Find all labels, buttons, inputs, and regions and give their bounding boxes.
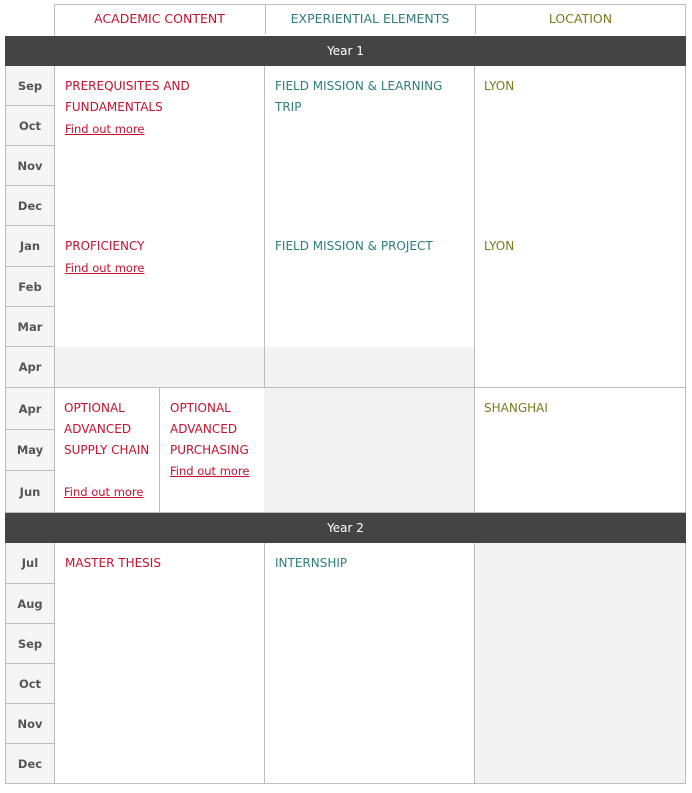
experiential-title: INTERNSHIP [275, 556, 348, 570]
empty-cell [474, 543, 686, 784]
option-title: OPTIONAL ADVANCED SUPPLY CHAIN [64, 401, 150, 457]
academic-cell [55, 66, 264, 347]
academic-title: PROFICIENCY [65, 239, 145, 253]
empty-cell [264, 388, 475, 513]
month-cell: Oct [5, 664, 55, 704]
academic-title: MASTER THESIS [65, 556, 161, 570]
empty-cell [55, 347, 264, 388]
month-cell: Oct [5, 106, 55, 146]
year-1-bar: Year 1 [5, 36, 686, 66]
find-out-more-link[interactable]: Find out more [65, 122, 145, 136]
month-cell: Jun [5, 471, 55, 513]
find-out-more-link[interactable]: Find out more [170, 464, 250, 478]
month-cell: Nov [5, 146, 55, 186]
month-cell: Aug [5, 584, 55, 624]
location-label: LYON [484, 79, 515, 93]
find-out-more-link[interactable]: Find out more [65, 261, 145, 275]
option-title: OPTIONAL ADVANCED PURCHASING [170, 401, 249, 457]
month-cell: Dec [5, 186, 55, 226]
experiential-cell [264, 66, 475, 388]
month-cell: Dec [5, 744, 55, 784]
month-cell: May [5, 430, 55, 471]
month-cell: Feb [5, 267, 55, 307]
month-cell: Nov [5, 704, 55, 744]
column-header-academic: ACADEMIC CONTENT [94, 11, 225, 26]
empty-cell [265, 347, 474, 388]
column-header-location: LOCATION [475, 4, 685, 34]
location-cell [474, 66, 686, 388]
find-out-more-link[interactable]: Find out more [64, 485, 144, 499]
column-header-experiential: EXPERIENTIAL ELEMENTS [265, 4, 474, 34]
option-cell [160, 388, 265, 513]
month-cell: Sep [5, 66, 55, 106]
experiential-cell [264, 543, 475, 784]
experiential-title: FIELD MISSION & PROJECT [275, 239, 433, 253]
location-label: SHANGHAI [484, 401, 548, 415]
month-cell: Apr [5, 388, 55, 430]
month-cell: Jan [5, 226, 55, 267]
experiential-title: FIELD MISSION & LEARNING TRIP [275, 79, 443, 114]
academic-cell [54, 543, 265, 784]
month-cell: Jul [5, 543, 55, 584]
month-cell: Apr [5, 347, 55, 388]
location-label: LYON [484, 239, 515, 253]
option-cell [55, 388, 160, 513]
location-cell [475, 388, 686, 513]
academic-title: PREREQUISITES AND FUNDAMENTALS [65, 79, 190, 114]
month-cell: Sep [5, 624, 55, 664]
month-cell: Mar [5, 307, 55, 347]
year-2-bar: Year 2 [5, 513, 686, 543]
